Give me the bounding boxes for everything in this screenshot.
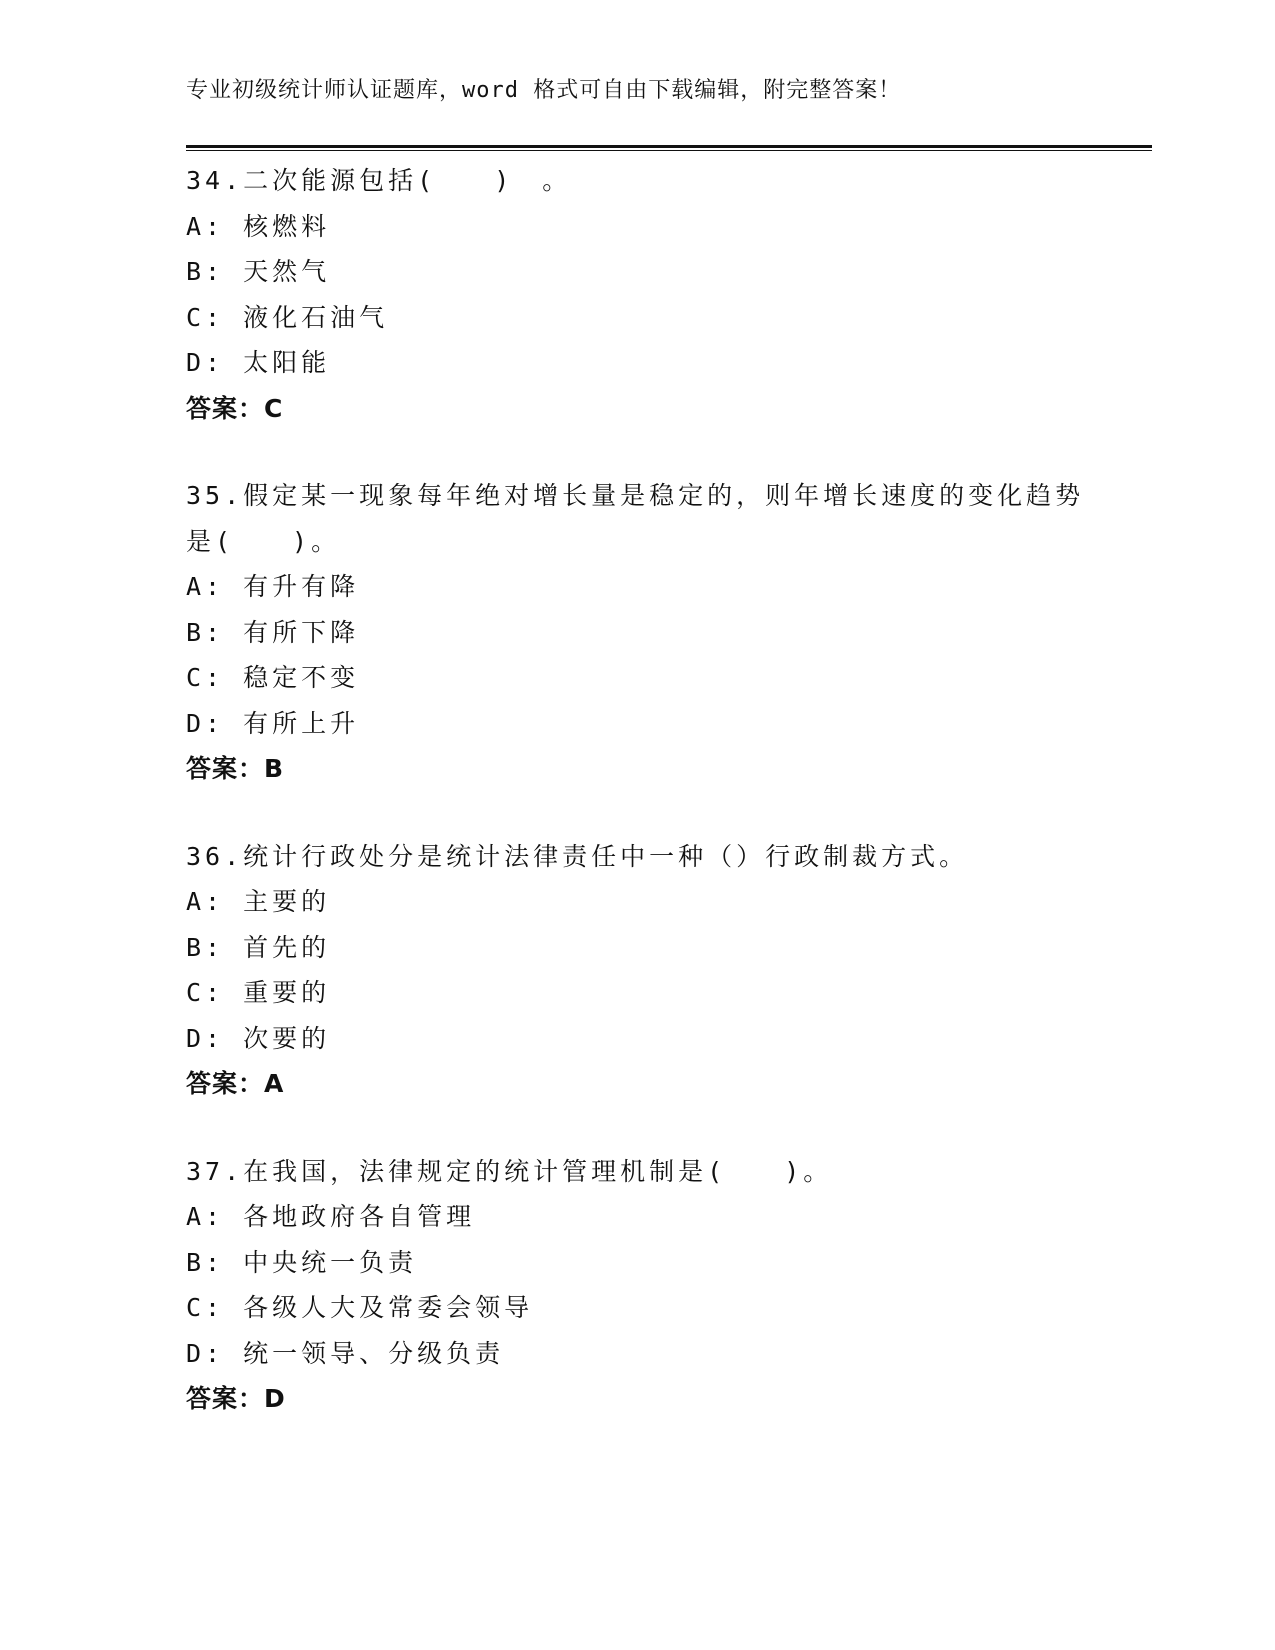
- option-d: D: 次要的: [186, 1023, 331, 1053]
- question-37: [186, 1149, 1086, 1422]
- option-a: A: 有升有降: [186, 572, 360, 601]
- header-divider-thin: [186, 150, 1152, 151]
- option-d: D: 有所上升: [186, 708, 360, 738]
- option-d: D: 太阳能: [186, 348, 331, 377]
- option-b: B: 中央统一负责: [186, 1247, 418, 1277]
- answer: 答案：D: [186, 1384, 286, 1413]
- answer: 答案：A: [186, 1069, 285, 1098]
- question-stem: 37.在我国，法律规定的统计管理机制是( )。: [186, 1156, 833, 1186]
- option-c: C: 重要的: [186, 978, 331, 1007]
- answer: 答案：C: [186, 393, 284, 423]
- option-c: C: 稳定不变: [186, 663, 360, 692]
- question-34: [186, 158, 1086, 431]
- option-b: B: 有所下降: [186, 617, 360, 647]
- question-36: [186, 834, 1086, 1107]
- header-note: 专业初级统计师认证题库，word 格式可自由下载编辑，附完整答案！: [186, 78, 902, 103]
- option-b: B: 天然气: [186, 257, 331, 286]
- option-c: C: 液化石油气: [186, 302, 389, 332]
- option-a: A: 核燃料: [186, 211, 331, 241]
- option-c: C: 各级人大及常委会领导: [186, 1293, 534, 1322]
- answer: 答案：B: [186, 754, 285, 783]
- option-b: B: 首先的: [186, 932, 331, 962]
- question-stem: 35.假定某一现象每年绝对增长量是稳定的，则年增长速度的变化趋势是( )。: [186, 481, 1085, 556]
- option-a: A: 主要的: [186, 887, 331, 916]
- question-list: [186, 158, 1086, 1464]
- option-d: D: 统一领导、分级负责: [186, 1338, 505, 1368]
- question-stem: 34.二次能源包括( ) 。: [186, 166, 572, 195]
- option-a: A: 各地政府各自管理: [186, 1202, 476, 1231]
- question-35: [186, 473, 1086, 792]
- question-stem: 36.统计行政处分是统计法律责任中一种（）行政制裁方式。: [186, 841, 969, 871]
- header-divider: [186, 145, 1152, 148]
